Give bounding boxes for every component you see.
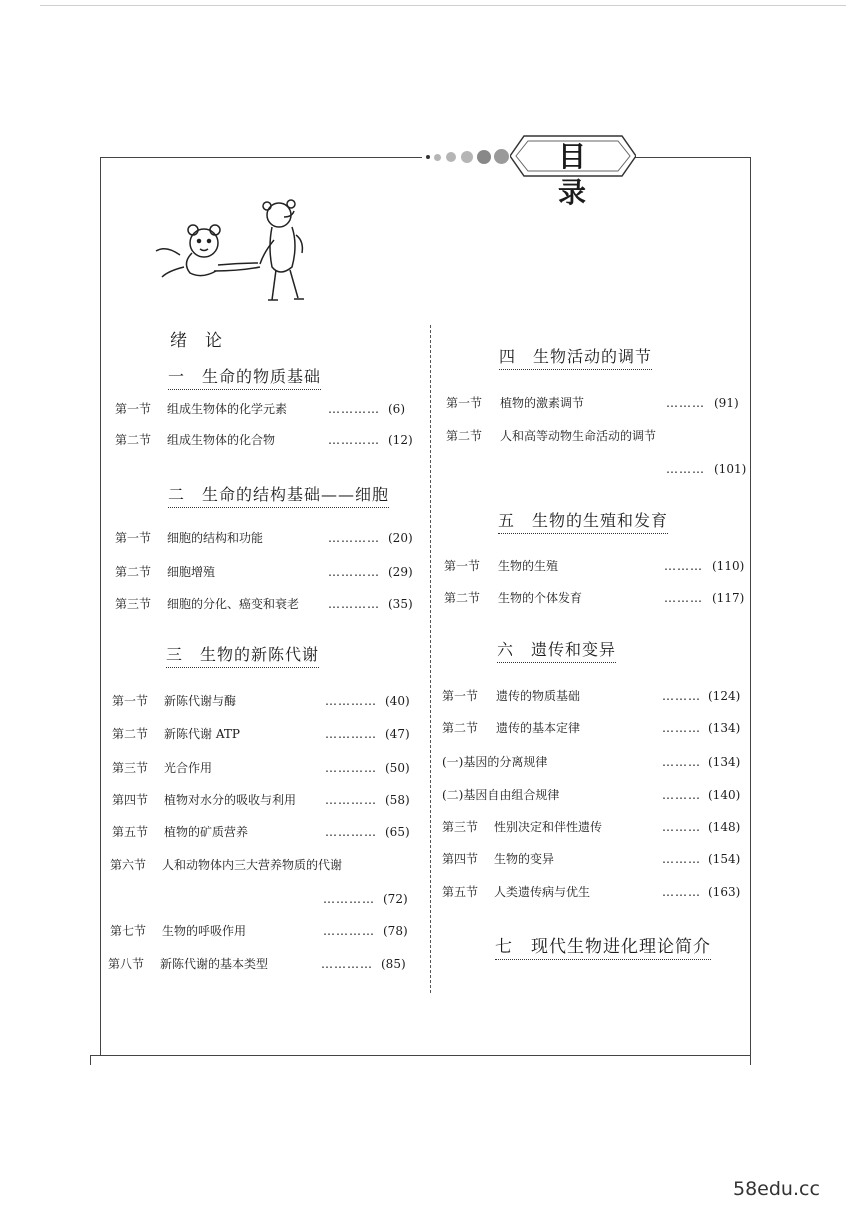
intro-heading: 绪论 — [170, 331, 240, 351]
section-title-3: 三 生物的新陈代谢 — [166, 642, 319, 668]
toc-entry[interactable]: 第五节 植物的矿质营养 ………… (65) — [112, 825, 410, 839]
section-title-5: 五 生物的生殖和发育 — [498, 508, 668, 534]
toc-entry[interactable]: 第四节 生物的变异 ……… (154) — [442, 852, 741, 866]
toc-entry[interactable]: 第五节 人类遗传病与优生 ……… (163) — [442, 885, 741, 899]
section-title-2: 二 生命的结构基础——细胞 — [168, 482, 389, 508]
toc-entry[interactable]: (一)基因的分离规律 ……… (134) — [442, 755, 741, 769]
column-divider — [430, 325, 432, 993]
toc-entry[interactable]: 第二节 生物的个体发育 ……… (117) — [444, 591, 745, 605]
toc-entry[interactable]: 第一节 细胞的结构和功能 ………… (20) — [115, 531, 413, 545]
page-title: 目录 — [557, 140, 608, 209]
toc-entry[interactable]: 第三节 性别决定和伴性遗传 ……… (148) — [442, 820, 741, 834]
section-title-4: 四 生物活动的调节 — [499, 344, 652, 370]
toc-entry[interactable]: 第六节 人和动物体内三大营养物质的代谢 ………… (72) — [110, 858, 408, 906]
section-title-6: 六 遗传和变异 — [497, 637, 616, 663]
toc-entry[interactable]: 第二节 新陈代谢 ATP ………… (47) — [112, 727, 410, 741]
toc-entry[interactable]: 第一节 组成生物体的化学元素 ………… (6) — [115, 402, 405, 416]
toc-entry[interactable]: 第七节 生物的呼吸作用 ………… (78) — [110, 924, 408, 938]
toc-entry[interactable]: 第三节 细胞的分化、癌变和衰老 ………… (35) — [115, 597, 413, 611]
section-title-1: 一 生命的物质基础 — [168, 364, 321, 390]
toc-entry[interactable]: 第一节 植物的激素调节 ……… (91) — [446, 396, 739, 410]
toc-entry[interactable]: 第二节 组成生物体的化合物 ………… (12) — [115, 433, 413, 447]
toc-entry[interactable]: 第四节 植物对水分的吸收与利用 ………… (58) — [112, 793, 410, 807]
decorative-dots — [426, 148, 506, 166]
toc-entry[interactable]: 第一节 遗传的物质基础 ……… (124) — [442, 689, 741, 703]
toc-entry[interactable]: 第一节 生物的生殖 ……… (110) — [444, 559, 745, 573]
toc-entry[interactable]: (二)基因自由组合规律 ……… (140) — [442, 788, 741, 802]
bears-illustration — [144, 195, 334, 314]
toc-entry[interactable]: 第二节 遗传的基本定律 ……… (134) — [442, 721, 741, 735]
top-edge-line — [40, 5, 846, 6]
section-title-7: 七 现代生物进化理论简介 — [495, 932, 711, 960]
toc-entry[interactable]: 第二节 人和高等动物生命活动的调节 ……… (101) — [446, 429, 747, 476]
toc-entry[interactable]: 第三节 光合作用 ………… (50) — [112, 761, 410, 775]
toc-entry[interactable]: 第二节 细胞增殖 ………… (29) — [115, 565, 413, 579]
toc-entry[interactable]: 第八节 新陈代谢的基本类型 ………… (85) — [108, 957, 406, 971]
watermark: 58edu.cc — [733, 1178, 820, 1200]
toc-entry[interactable]: 第一节 新陈代谢与酶 ………… (40) — [112, 694, 410, 708]
